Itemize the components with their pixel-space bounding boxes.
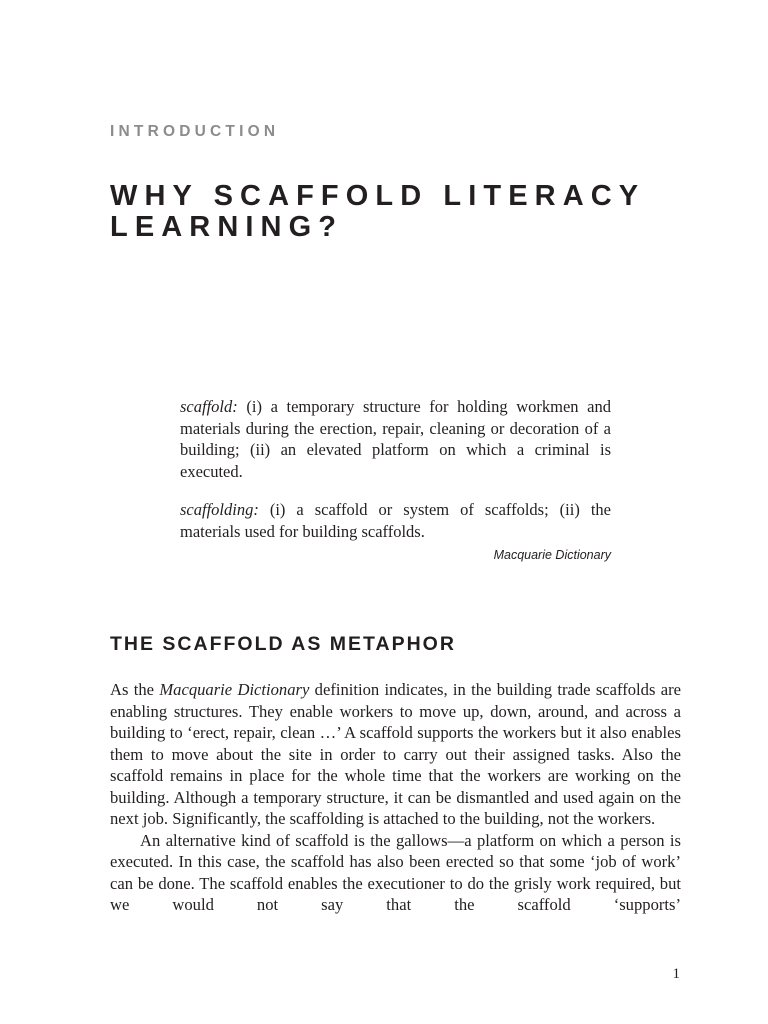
definition-text: (i) a temporary structure for holding workmen and materials during the erection, repair, cleaning or decoration of a building; (ii) an elevated platform on which a criminal is executed.	[180, 397, 611, 481]
definition-text: (i) a scaffold or system of scaffolds; (ii) the materials used for building scaffolds.	[180, 500, 611, 541]
book-title: Macquarie Dictionary	[159, 680, 310, 699]
body-text	[110, 679, 681, 916]
paragraph: An alternative kind of scaffold is the gallows—a platform on which a person is executed. In this case, the scaffold has also been erected so that some ‘job of work’ can be done. The scaffold enables the executioner to do the grisly work required, but we would not say that the scaffold ‘supports’	[110, 830, 681, 914]
chapter-title	[110, 181, 670, 243]
paragraph	[110, 679, 681, 830]
definition-scaffold	[180, 396, 611, 482]
epigraph	[180, 396, 611, 564]
definition-term: scaffolding:	[180, 500, 259, 519]
epigraph-source: Macquarie Dictionary	[493, 548, 611, 562]
chapter-title-line-1: WHY SCAFFOLD LITERACY	[110, 180, 646, 212]
text-run: As the	[110, 680, 160, 699]
chapter-title-line-2: LEARNING?	[110, 211, 344, 243]
chapter-eyebrow: INTRODUCTION	[110, 123, 280, 140]
definition-scaffolding	[180, 499, 611, 542]
text-run: definition indicates, in the building trade scaffolds are enabling structures. They enable workers to move up, down, around, and across a building to ‘erect, repair, clean …’ A scaffold supports the workers but it also enables them to move about the site in order to carry out their assigned tasks. Also the scaffold remains in place for the whole time that the workers are working on the building. Although a temporary structure, it can be dismantled and used again on the next job. Significantly, the scaffolding is attached to the building, not the workers.	[110, 680, 681, 828]
section-heading: THE SCAFFOLD AS METAPHOR	[110, 633, 456, 655]
definition-term: scaffold:	[180, 397, 238, 416]
page-number: 1	[672, 966, 680, 982]
